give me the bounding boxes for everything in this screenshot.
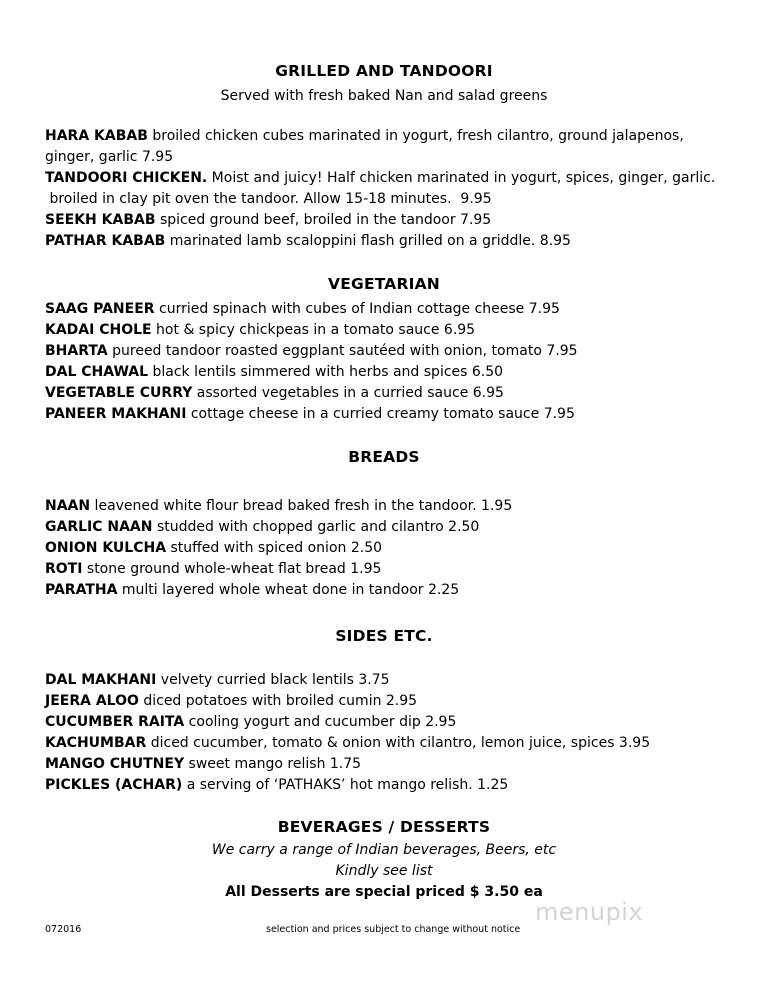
item-name: PICKLES (ACHAR) xyxy=(45,777,183,793)
menu-item xyxy=(45,691,745,712)
footer-note: selection and prices subject to change without notice xyxy=(266,924,521,935)
item-desc: curried spinach with cubes of Indian cottage cheese 7.95 xyxy=(154,301,560,317)
section-title-beverages: BEVERAGES / DESSERTS xyxy=(277,818,491,836)
item-desc: velvety curried black lentils 3.75 xyxy=(156,672,390,688)
item-name: TANDOORI CHICKEN. xyxy=(45,170,208,186)
section-title-vegetarian: VEGETARIAN xyxy=(328,275,440,293)
menu-item xyxy=(45,126,745,147)
item-desc: spiced ground beef, broiled in the tandoor 7.95 xyxy=(155,212,492,228)
item-name: PARATHA xyxy=(45,582,118,598)
menu-item xyxy=(45,775,745,796)
item-desc: broiled chicken cubes marinated in yogurt, fresh cilantro, ground jalapenos, xyxy=(147,128,684,144)
item-name: GARLIC NAAN xyxy=(45,519,153,535)
item-desc: Moist and juicy! Half chicken marinated in yogurt, spices, ginger, garlic. xyxy=(207,170,716,186)
desserts-price: All Desserts are special priced $ 3.50 ea xyxy=(225,884,543,900)
section-subtitle-grilled: Served with fresh baked Nan and salad greens xyxy=(220,88,548,104)
item-name: ROTI xyxy=(45,561,83,577)
item-desc: multi layered whole wheat done in tandoor 2.25 xyxy=(117,582,460,598)
item-desc: hot & spicy chickpeas in a tomato sauce 6.95 xyxy=(151,322,476,338)
item-desc: stuffed with spiced onion 2.50 xyxy=(166,540,383,556)
item-desc: diced cucumber, tomato & onion with cilantro, lemon juice, spices 3.95 xyxy=(146,735,651,751)
beverages-see-list: Kindly see list xyxy=(335,863,433,879)
item-desc-cont: broiled in clay pit oven the tandoor. Allow 15-18 minutes. 9.95 xyxy=(45,191,492,207)
item-desc: pureed tandoor roasted eggplant sautéed with onion, tomato 7.95 xyxy=(107,343,578,359)
item-name: ONION KULCHA xyxy=(45,540,167,556)
menu-item xyxy=(45,538,745,559)
item-desc: assorted vegetables in a curried sauce 6.95 xyxy=(192,385,504,401)
section-title-grilled: GRILLED AND TANDOORI xyxy=(275,62,493,80)
menu-item xyxy=(45,168,745,189)
item-name: KACHUMBAR xyxy=(45,735,147,751)
menu-item xyxy=(45,733,745,754)
menu-item xyxy=(45,754,745,775)
item-name: JEERA ALOO xyxy=(45,693,139,709)
menu-item xyxy=(45,559,745,580)
item-desc: leavened white flour bread baked fresh in the tandoor. 1.95 xyxy=(90,498,513,514)
watermark-logo: menupix xyxy=(535,898,644,926)
menu-item xyxy=(45,383,745,404)
item-name: HARA KABAB xyxy=(45,128,148,144)
menu-item xyxy=(45,496,745,517)
item-name: NAAN xyxy=(45,498,91,514)
item-desc-cont: ginger, garlic 7.95 xyxy=(45,149,174,165)
item-desc: studded with chopped garlic and cilantro 2.50 xyxy=(152,519,480,535)
item-desc: marinated lamb scaloppini flash grilled on a griddle. 8.95 xyxy=(165,233,571,249)
item-name: BHARTA xyxy=(45,343,108,359)
menu-item xyxy=(45,670,745,691)
item-desc: cooling yogurt and cucumber dip 2.95 xyxy=(184,714,457,730)
item-name: SAAG PANEER xyxy=(45,301,155,317)
item-name: VEGETABLE CURRY xyxy=(45,385,193,401)
menu-item xyxy=(45,320,745,341)
item-name: SEEKH KABAB xyxy=(45,212,156,228)
item-name: KADAI CHOLE xyxy=(45,322,152,338)
menu-item xyxy=(45,712,745,733)
menu-item xyxy=(45,517,745,538)
item-desc: cottage cheese in a curried creamy tomato sauce 7.95 xyxy=(186,406,575,422)
section-title-sides: SIDES ETC. xyxy=(335,627,433,645)
menu-item xyxy=(45,299,745,320)
menu-item xyxy=(45,580,745,601)
item-name: PANEER MAKHANI xyxy=(45,406,187,422)
menu-item xyxy=(45,362,745,383)
item-desc: diced potatoes with broiled cumin 2.95 xyxy=(138,693,418,709)
section-title-breads: BREADS xyxy=(348,448,420,466)
item-desc: sweet mango relish 1.75 xyxy=(184,756,362,772)
footer-code: 072016 xyxy=(45,924,82,935)
item-name: DAL MAKHANI xyxy=(45,672,157,688)
menu-item xyxy=(45,231,745,252)
item-desc: black lentils simmered with herbs and spices 6.50 xyxy=(148,364,504,380)
item-desc: stone ground whole-wheat flat bread 1.95 xyxy=(82,561,382,577)
item-name: PATHAR KABAB xyxy=(45,233,166,249)
item-desc: a serving of ‘PATHAKS’ hot mango relish. 1.25 xyxy=(182,777,509,793)
menu-item xyxy=(45,210,745,231)
menu-item xyxy=(45,341,745,362)
item-name: CUCUMBER RAITA xyxy=(45,714,185,730)
menu-item xyxy=(45,404,745,425)
item-name: DAL CHAWAL xyxy=(45,364,149,380)
beverages-note: We carry a range of Indian beverages, Beers, etc xyxy=(211,842,557,858)
item-name: MANGO CHUTNEY xyxy=(45,756,185,772)
